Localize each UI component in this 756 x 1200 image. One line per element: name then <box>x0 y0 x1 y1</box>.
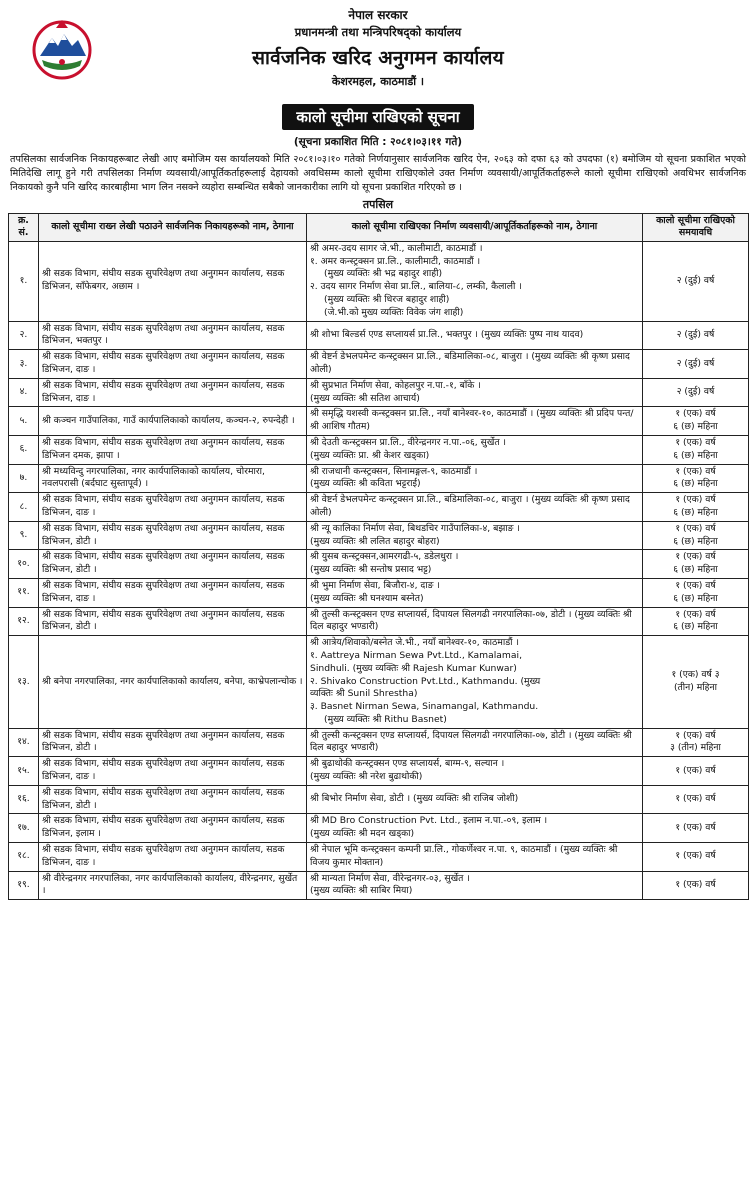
row-serial: ९. <box>9 521 39 550</box>
period-line: १ (एक) वर्ष <box>675 579 716 591</box>
period-line: १ (एक) वर्ष <box>675 522 716 534</box>
contractor-line: (मुख्य व्यक्तिः श्री घनश्याम बस्नेत) <box>310 592 424 604</box>
row-period <box>643 321 749 350</box>
row-contractor <box>307 550 643 579</box>
table-row <box>9 578 749 607</box>
period-line: ६ (छ) महिना <box>673 621 718 633</box>
row-serial: ७. <box>9 464 39 493</box>
period-line: ६ (छ) महिना <box>673 449 718 461</box>
period-line: २ (दुई) वर्ष <box>676 386 715 398</box>
contractor-line: Sindhuli. (मुख्य व्यक्तिः श्री Rajesh Kumar Kunwar) <box>310 662 517 674</box>
row-serial: ४. <box>9 378 39 407</box>
table-row <box>9 757 749 786</box>
row-serial: १७. <box>9 814 39 843</box>
table-header-row <box>9 213 749 241</box>
contractor-line: श्री नेपाल भूमि कन्स्ट्रक्सन कम्पनी प्रा.लि., गोकर्णेश्वर न.पा. ९, काठमाडौं । (मुख्य व्यक्तिः श्री विजय कुमार मोक्तान) <box>310 844 618 868</box>
row-contractor <box>307 785 643 814</box>
contractor-line: श्री मान्यता निर्माण सेवा, वीरेन्द्रनगर-०३, सुर्खेत । <box>310 872 470 884</box>
row-agency: श्री सडक विभाग, संघीय सडक सुपरिवेक्षण तथा अनुगमन कार्यालय, सडक डिभिजन, डोटी । <box>39 550 307 579</box>
schedule-heading: तपसिल <box>362 197 394 211</box>
row-agency: श्री सडक विभाग, संघीय सडक सुपरिवेक्षण तथा अनुगमन कार्यालय, सडक डिभिजन, दाङ । <box>39 843 307 872</box>
row-contractor <box>307 814 643 843</box>
period-line: १ (एक) वर्ष <box>675 551 716 563</box>
row-serial: १६. <box>9 785 39 814</box>
government-name: नेपाल सरकार <box>348 8 408 22</box>
row-agency: श्री मध्यविन्दु नगरपालिका, नगर कार्यपालिकाको कार्यालय, चोरमारा, नवलपरासी (बर्दघाट सुस्तापूर्व) । <box>39 464 307 493</box>
row-serial: १४. <box>9 728 39 757</box>
contractor-line: (मुख्य व्यक्तिः श्री ललित बहादुर बोहरा) <box>310 535 440 547</box>
row-serial: ८. <box>9 493 39 522</box>
row-period <box>643 757 749 786</box>
period-line: ६ (छ) महिना <box>673 535 718 547</box>
contractor-line: व्यक्तिः श्री Sunil Shrestha) <box>310 688 418 700</box>
publish-date: (सूचना प्रकाशित मिति : २०८१।०३।११ गते) <box>293 136 463 148</box>
row-contractor <box>307 607 643 636</box>
table-row <box>9 636 749 729</box>
row-agency: श्री सडक विभाग, संघीय सडक सुपरिवेक्षण तथा अनुगमन कार्यालय, सडक डिभिजन, दाङ । <box>39 378 307 407</box>
header-contractor: कालो सूचीमा राखिएका निर्माण व्यवसायी/आपूर्तिकर्ताहरूको नाम, ठेगाना <box>307 213 643 241</box>
row-serial: ५. <box>9 407 39 436</box>
intro-paragraph: तपसिलका सार्वजनिक निकायहरूबाट लेखी आए बमोजिम यस कार्यालयको मिति २०८१।०३।१० गतेको निर्णयानुसार सार्वजनिक खरिद ऐन, २०६३ को दफा ६३ को उपदफा (१) बमोजिम यो सूचना प्रकाशित भएको मितिदेखि लागू हुने गरी तपसिलका निर्माण व्यवसायी/आपूर्तिकर्ताहरूलाई देहायको अवधिसम्म कालो सूचीमा राखिएकोले उक्त निर्माण व्यवसायी/आपूर्तिकर्ताहरूले कालो सूचीमा राखिएको अवधिभर सार्वजनिक निकायको कुनै पनि खरिद कारबाहीमा भाग लिन नसक्ने व्यहोरा सम्बन्धित सबैको जानकारीका लागि यो सूचना प्रकाशित गरिएको छ । <box>10 154 746 194</box>
period-line: १ (एक) वर्ष <box>675 764 716 776</box>
contractor-line: श्री अमर-उदय सागर जे.भी., कालीमाटी, काठमाडौं । <box>310 242 483 254</box>
row-serial: ३. <box>9 350 39 379</box>
contractor-line: ३. Basnet Nirman Sewa, Sinamangal, Kathmandu. <box>310 701 539 713</box>
table-row <box>9 785 749 814</box>
contractor-line: श्री वेष्टर्न डेभलपमेन्ट कन्स्ट्रक्सन प्रा.लि., बडिमालिका-०८, बाजुरा । (मुख्य व्यक्तिः श्री कृष्ण प्रसाद ओली) <box>310 494 630 518</box>
row-agency: श्री सडक विभाग, संघीय सडक सुपरिवेक्षण तथा अनुगमन कार्यालय, सडक डिभिजन, दाङ । <box>39 578 307 607</box>
period-line: १ (एक) वर्ष ३ <box>671 669 720 681</box>
period-line: २ (दुई) वर्ष <box>676 328 715 340</box>
period-line: १ (एक) वर्ष <box>675 793 716 805</box>
row-contractor <box>307 871 643 900</box>
notice-title: कालो सूचीमा राखिएको सूचना <box>282 104 473 130</box>
contractor-line: श्री राजधानी कन्स्ट्रक्सन, सिनामङ्गल-९, काठमाडौं । <box>310 465 478 477</box>
table-row <box>9 521 749 550</box>
row-serial: १३. <box>9 636 39 729</box>
contractor-line: श्री आत्रेय/शिवाको/बस्नेत जे.भी., नयाँ बानेश्वर-१०, काठमाडौं । <box>310 637 519 649</box>
row-agency: श्री सडक विभाग, संघीय सडक सुपरिवेक्षण तथा अनुगमन कार्यालय, सडक डिभिजन, डोटी । <box>39 521 307 550</box>
row-period <box>643 871 749 900</box>
table-row <box>9 871 749 900</box>
contractor-line: श्री बुढाथोकी कन्स्ट्रक्सन एण्ड सप्लायर्स, बाग्म-९, सल्यान । <box>310 758 505 770</box>
row-period <box>643 241 749 321</box>
row-contractor <box>307 843 643 872</box>
row-period <box>643 785 749 814</box>
row-contractor <box>307 578 643 607</box>
period-line: ३ (तीन) महिना <box>670 742 721 754</box>
blacklist-table <box>8 213 749 901</box>
contractor-line: श्री बिभोर निर्माण सेवा, डोटी । (मुख्य व्यक्तिः श्री राजिब जोशी) <box>310 793 519 805</box>
row-period <box>643 843 749 872</box>
row-contractor <box>307 241 643 321</box>
row-contractor <box>307 757 643 786</box>
contractor-line: श्री न्यू कालिका निर्माण सेवा, बिथडचिर गाउँपालिका-४, बझाङ । <box>310 522 520 534</box>
table-row <box>9 607 749 636</box>
period-line: १ (एक) वर्ष <box>675 821 716 833</box>
table-row <box>9 493 749 522</box>
contractor-line: (मुख्य व्यक्तिः श्री साबिर मिया) <box>310 885 413 897</box>
row-serial: २. <box>9 321 39 350</box>
row-contractor <box>307 728 643 757</box>
office-location: केशरमहल, काठमाडौं । <box>331 75 425 88</box>
contractor-line: श्री वेष्टर्न डेभलपमेन्ट कन्स्ट्रक्सन प्रा.लि., बडिमालिका-०८, बाजुरा । (मुख्य व्यक्तिः श्री कृष्ण प्रसाद ओली) <box>310 351 630 375</box>
row-period <box>643 521 749 550</box>
table-row <box>9 407 749 436</box>
contractor-line: १. अमर कन्स्ट्रक्सन प्रा.लि., कालीमाटी, काठमाडौं । <box>310 255 481 267</box>
contractor-line: (मुख्य व्यक्तिः श्री कविता भट्टराई) <box>310 478 421 490</box>
period-line: १ (एक) वर्ष <box>675 608 716 620</box>
row-period <box>643 728 749 757</box>
row-agency: श्री सडक विभाग, संघीय सडक सुपरिवेक्षण तथा अनुगमन कार्यालय, सडक डिभिजन दमक, झापा । <box>39 435 307 464</box>
row-contractor <box>307 321 643 350</box>
row-period <box>643 814 749 843</box>
row-contractor <box>307 435 643 464</box>
period-line: १ (एक) वर्ष <box>675 729 716 741</box>
row-serial: १८. <box>9 843 39 872</box>
table-row <box>9 814 749 843</box>
row-agency: श्री सडक विभाग, संघीय सडक सुपरिवेक्षण तथा अनुगमन कार्यालय, सडक डिभिजन, डोटी । <box>39 728 307 757</box>
period-line: १ (एक) वर्ष <box>675 436 716 448</box>
row-period <box>643 493 749 522</box>
period-line: १ (एक) वर्ष <box>675 465 716 477</box>
period-line: ६ (छ) महिना <box>673 421 718 433</box>
contractor-line: (मुख्य व्यक्तिः प्रा. श्री केशर खड्का) <box>310 449 430 461</box>
header-agency: कालो सूचीमा राख्न लेखी पठाउने सार्वजनिक निकायहरूको नाम, ठेगाना <box>39 213 307 241</box>
contractor-line: (मुख्य व्यक्तिः श्री सन्तोष प्रसाद भट्ट) <box>310 564 432 576</box>
row-contractor <box>307 350 643 379</box>
contractor-line: (मुख्य व्यक्तिः श्री भद्र बहादुर शाही) <box>324 268 443 280</box>
row-serial: ६. <box>9 435 39 464</box>
table-row <box>9 378 749 407</box>
row-period <box>643 464 749 493</box>
row-agency: श्री कञ्चन गाउँपालिका, गाउँ कार्यपालिकाको कार्यालय, कञ्चन-२, रुपन्देही । <box>39 407 307 436</box>
table-row <box>9 464 749 493</box>
row-serial: ११. <box>9 578 39 607</box>
period-line: २ (दुई) वर्ष <box>676 357 715 369</box>
row-serial: १५. <box>9 757 39 786</box>
table-row <box>9 241 749 321</box>
contractor-line: (मुख्य व्यक्तिः श्री सतिश आचार्य) <box>310 392 420 404</box>
row-serial: १. <box>9 241 39 321</box>
row-agency: श्री वीरेन्द्रनगर नगरपालिका, नगर कार्यपालिकाको कार्यालय, वीरेन्द्रनगर, सुर्खेत । <box>39 871 307 900</box>
contractor-line: श्री समृद्धि यशस्वी कन्स्ट्रक्सन प्रा.लि., नयाँ बानेश्वर-१०, काठमाडौं । (मुख्य व्यक्तिः श्री प्रदिप पन्त/श्री आशिष गौतम) <box>310 408 634 433</box>
contractor-line: श्री तुल्सी कन्स्ट्रक्सन एण्ड सप्लायर्स, दिपायल सिलगढी नगरपालिका-०७, डोटी । (मुख्य व्यक्तिः श्री दिल बहादुर भण्डारी) <box>310 608 632 633</box>
table-row <box>9 843 749 872</box>
contractor-line: श्री MD Bro Construction Pvt. Ltd., इलाम न.पा.-०९, इलाम । <box>310 815 548 827</box>
period-line: (तीन) महिना <box>673 681 718 693</box>
row-period <box>643 407 749 436</box>
period-line: ६ (छ) महिना <box>673 564 718 576</box>
period-line: १ (एक) वर्ष <box>675 850 716 862</box>
row-agency: श्री सडक विभाग, संघीय सडक सुपरिवेक्षण तथा अनुगमन कार्यालय, सडक डिभिजन, दाङ । <box>39 350 307 379</box>
contractor-line: (मुख्य व्यक्तिः श्री मदन खड्का) <box>310 828 415 840</box>
row-agency: श्री सडक विभाग, संघीय सडक सुपरिवेक्षण तथा अनुगमन कार्यालय, सडक डिभिजन, दाङ । <box>39 757 307 786</box>
contractor-line: श्री सुप्रभात निर्माण सेवा, कोहलपुर न.पा.-१, बाँके । <box>310 379 481 391</box>
period-line: १ (एक) वर्ष <box>675 494 716 506</box>
row-period <box>643 378 749 407</box>
contractor-line: श्री शोभा बिल्डर्स एण्ड सप्लायर्स प्रा.लि., भक्तपुर । (मुख्य व्यक्तिः पुष्प नाथ यादव) <box>310 328 584 340</box>
row-contractor <box>307 464 643 493</box>
notice-header <box>8 6 748 102</box>
table-row <box>9 435 749 464</box>
row-agency: श्री सडक विभाग, संघीय सडक सुपरिवेक्षण तथा अनुगमन कार्यालय, सडक डिभिजन, इलाम । <box>39 814 307 843</box>
contractor-line: १. Aattreya Nirman Sewa Pvt.Ltd., Kamalamai, <box>310 649 522 661</box>
row-contractor <box>307 521 643 550</box>
nepal-emblem-icon <box>30 16 94 80</box>
row-period <box>643 435 749 464</box>
period-line: १ (एक) वर्ष <box>675 408 716 420</box>
row-serial: १२. <box>9 607 39 636</box>
row-contractor <box>307 493 643 522</box>
row-period <box>643 550 749 579</box>
contractor-line: श्री युसब कन्स्ट्रक्सन,आमरगढी-५, डडेलधुरा । <box>310 551 459 563</box>
row-agency: श्री सडक विभाग, संघीय सडक सुपरिवेक्षण तथा अनुगमन कार्यालय, सडक डिभिजन, साँफेबगर, अछाम । <box>39 241 307 321</box>
office-name: सार्वजनिक खरिद अनुगमन कार्यालय <box>252 47 504 69</box>
row-agency: श्री बनेपा नगरपालिका, नगर कार्यपालिकाको कार्यालय, बनेपा, काभ्रेपलान्चोक । <box>39 636 307 729</box>
contractor-line: श्री तुल्सी कन्स्ट्रक्सन एण्ड सप्लायर्स, दिपायल सिलगढी नगरपालिका-०७, डोटी । (मुख्य व्यक्तिः श्री दिल बहादुर भण्डारी) <box>310 729 632 754</box>
table-row <box>9 728 749 757</box>
period-line: २ (दुई) वर्ष <box>676 274 715 286</box>
contractor-line: २. उदय सागर निर्माण सेवा प्रा.लि., बालिया-८, लम्की, कैलाली । <box>310 281 522 293</box>
contractor-line: (मुख्य व्यक्तिः श्री Rithu Basnet) <box>324 713 447 725</box>
table-row <box>9 321 749 350</box>
table-row <box>9 350 749 379</box>
contractor-line: (मुख्य व्यक्तिः श्री धिरज बहादुर शाही) <box>324 293 450 305</box>
row-agency: श्री सडक विभाग, संघीय सडक सुपरिवेक्षण तथा अनुगमन कार्यालय, सडक डिभिजन, भक्तपुर । <box>39 321 307 350</box>
contractor-line: (जे.भी.को मुख्य व्यक्तिः विवेक जंग शाही) <box>324 306 464 318</box>
header-period: कालो सूचीमा राखिएको समयावधि <box>643 213 749 241</box>
row-contractor <box>307 636 643 729</box>
period-line: ६ (छ) महिना <box>673 478 718 490</box>
header-sn: क्र. सं. <box>9 213 39 241</box>
row-period <box>643 578 749 607</box>
row-contractor <box>307 407 643 436</box>
contractor-line: २. Shivako Construction Pvt.Ltd., Kathmandu. (मुख्य <box>310 675 541 687</box>
table-body <box>9 241 749 899</box>
title-banner-wrap <box>8 104 748 130</box>
period-line: १ (एक) वर्ष <box>675 879 716 891</box>
row-period <box>643 636 749 729</box>
contractor-line: श्री देउती कन्स्ट्रक्सन प्रा.लि., वीरेन्द्रनगर न.पा.-०६, सुर्खेत । <box>310 436 507 448</box>
row-contractor <box>307 378 643 407</box>
contractor-line: (मुख्य व्यक्तिः श्री नरेश बुढाथोकी) <box>310 771 423 783</box>
row-serial: १९. <box>9 871 39 900</box>
table-row <box>9 550 749 579</box>
row-serial: १०. <box>9 550 39 579</box>
period-line: ६ (छ) महिना <box>673 592 718 604</box>
row-agency: श्री सडक विभाग, संघीय सडक सुपरिवेक्षण तथा अनुगमन कार्यालय, सडक डिभिजन, डोटी । <box>39 607 307 636</box>
period-line: ६ (छ) महिना <box>673 506 718 518</box>
contractor-line: श्री भुमा निर्माण सेवा, बिजौरा-४, दाङ । <box>310 579 440 591</box>
row-agency: श्री सडक विभाग, संघीय सडक सुपरिवेक्षण तथा अनुगमन कार्यालय, सडक डिभिजन, डोटी । <box>39 785 307 814</box>
row-period <box>643 350 749 379</box>
ministry-name: प्रधानमन्त्री तथा मन्त्रिपरिषद्को कार्यालय <box>294 25 462 39</box>
row-agency: श्री सडक विभाग, संघीय सडक सुपरिवेक्षण तथा अनुगमन कार्यालय, सडक डिभिजन, दाङ । <box>39 493 307 522</box>
row-period <box>643 607 749 636</box>
